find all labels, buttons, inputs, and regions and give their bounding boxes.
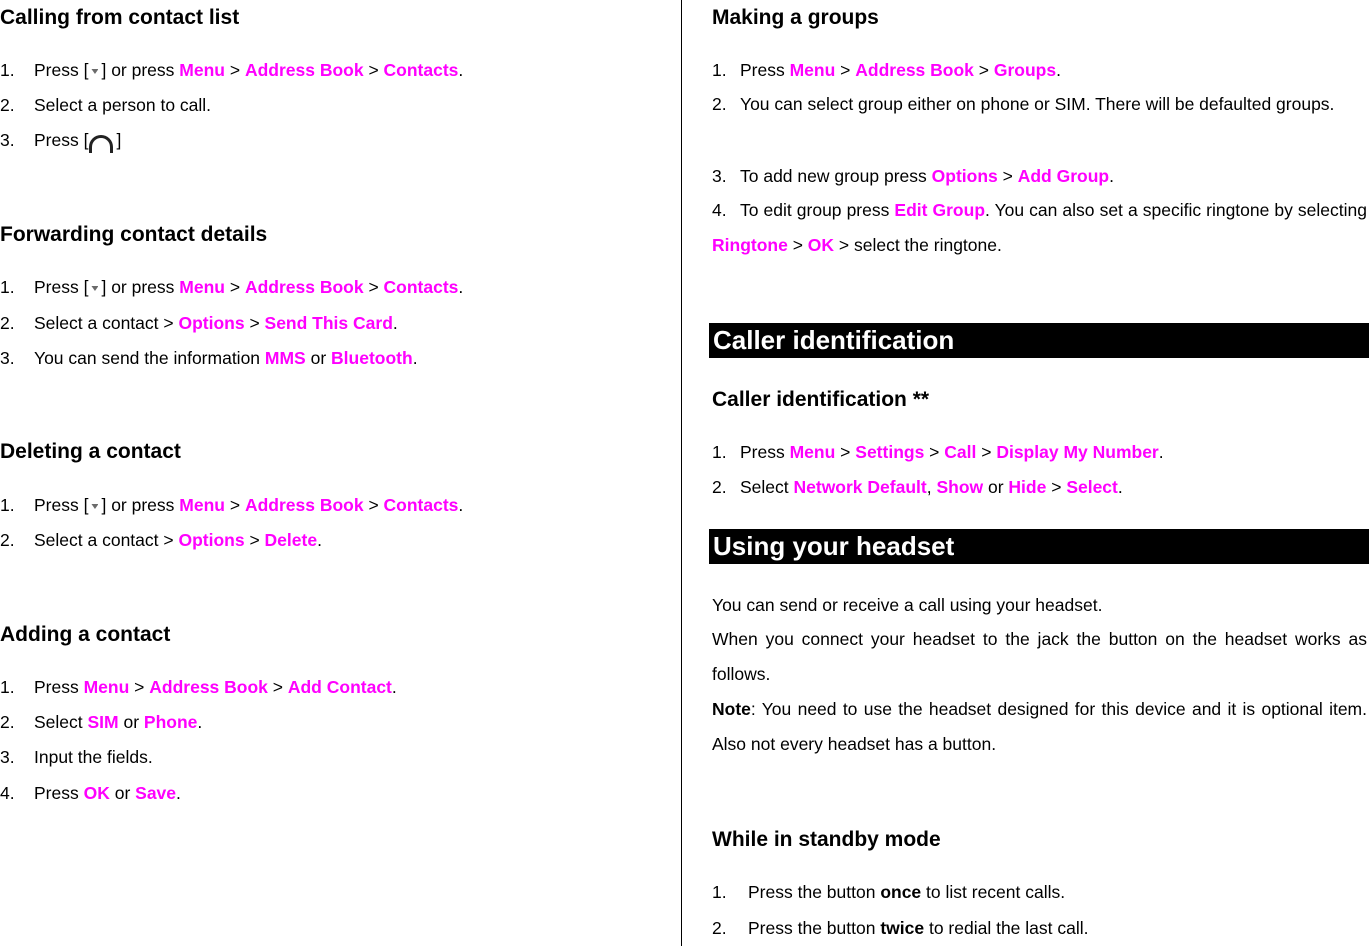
left-column bbox=[0, 0, 676, 946]
using-headset-bar: Using your headset bbox=[709, 529, 1369, 564]
note-label: Note bbox=[712, 699, 751, 719]
adding-step-4: 4. Press OK or Save. bbox=[0, 783, 181, 803]
standby-step-2: 2. Press the button twice to redial the last call. bbox=[712, 918, 1089, 938]
groups-step-1: 1. Press Menu > Address Book > Groups. bbox=[712, 60, 1061, 80]
headset-note: Note: You need to use the headset designed for this device and it is optional item. Also not every headset has a button. bbox=[712, 699, 1367, 754]
groups-step-2: 2. You can select group either on phone or SIM. There will be defaulted groups. bbox=[712, 94, 1335, 114]
headset-paragraph-1: You can send or receive a call using your headset. bbox=[712, 595, 1103, 615]
forwarding-heading: Forwarding contact details bbox=[0, 223, 268, 246]
deleting-heading: Deleting a contact bbox=[0, 440, 181, 463]
adding-heading: Adding a contact bbox=[0, 623, 171, 646]
headset-paragraph-2: When you connect your headset to the jack the button on the headset works as follows. bbox=[712, 629, 1367, 684]
calling-step-2: 2. Select a person to call. bbox=[0, 95, 212, 115]
forwarding-step-3: 3. You can send the information MMS or Bluetooth. bbox=[0, 348, 418, 368]
right-column bbox=[709, 0, 1367, 946]
call-key-icon bbox=[88, 133, 116, 147]
groups-heading: Making a groups bbox=[712, 6, 879, 29]
calling-step-1: 1. Press [ ] or press Menu > Address Book > Contacts. bbox=[0, 60, 464, 80]
adding-step-3: 3. Input the fields. bbox=[0, 747, 153, 767]
end-key-icon bbox=[88, 66, 101, 77]
adding-step-1: 1. Press Menu > Address Book > Add Contact. bbox=[0, 677, 397, 697]
caller-identification-bar: Caller identification bbox=[709, 323, 1369, 358]
forwarding-step-2: 2. Select a contact > Options > Send This Card. bbox=[0, 313, 398, 333]
deleting-step-2: 2. Select a contact > Options > Delete. bbox=[0, 530, 322, 550]
end-key-icon bbox=[88, 283, 101, 294]
forwarding-step-1: 1. Press [ ] or press Menu > Address Book > Contacts. bbox=[0, 277, 464, 297]
standby-heading: While in standby mode bbox=[712, 828, 941, 851]
calling-step-3: 3. Press [ ] bbox=[0, 130, 122, 150]
column-divider bbox=[681, 0, 682, 946]
caller-heading: Caller identification ** bbox=[712, 388, 930, 411]
caller-step-1: 1. Press Menu > Settings > Call > Display My Number. bbox=[712, 442, 1164, 462]
calling-heading: Calling from contact list bbox=[0, 6, 240, 29]
groups-step-4: 4. To edit group press Edit Group. You can also set a specific ringtone by selecting Ringtone > OK > select the ringtone. bbox=[712, 200, 1368, 255]
groups-step-3: 3. To add new group press Options > Add Group. bbox=[712, 166, 1114, 186]
adding-step-2: 2. Select SIM or Phone. bbox=[0, 712, 203, 732]
end-key-icon bbox=[88, 501, 101, 512]
caller-step-2: 2. Select Network Default, Show or Hide > Select. bbox=[712, 477, 1123, 497]
standby-step-1: 1. Press the button once to list recent calls. bbox=[712, 882, 1066, 902]
deleting-step-1: 1. Press [ ] or press Menu > Address Book > Contacts. bbox=[0, 495, 464, 515]
